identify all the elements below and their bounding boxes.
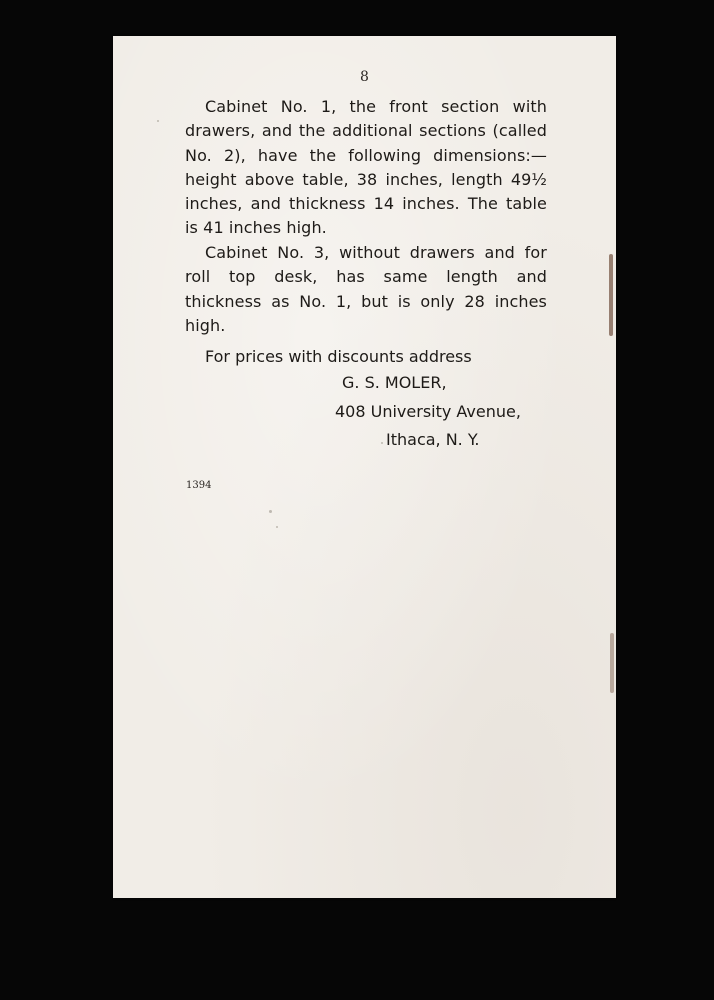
address-street: 408 University Avenue, (335, 402, 521, 421)
address-intro: For prices with discounts address (205, 347, 472, 366)
body-paragraph: Cabinet No. 1, the front section with drawers, and the additional sections (called No. 2), have the following dimensions:—height above table, 38 inches, length 49½ inches, and thickness 14 inches. The table is 41 inches high. (185, 97, 547, 238)
paper-speck (381, 442, 383, 444)
binding-mark (609, 254, 613, 336)
address-city: Ithaca, N. Y. (386, 430, 480, 449)
binding-mark (610, 633, 614, 693)
print-code: 1394 (186, 480, 212, 491)
page-number: 8 (360, 69, 369, 85)
address-name: G. S. MOLER, (342, 373, 447, 392)
paper-speck (269, 510, 272, 513)
paper-speck (276, 526, 278, 528)
body-paragraph: Cabinet No. 3, without drawers and for roll top desk, has same length and thickness as No. 1, but is only 28 inches high. (185, 243, 547, 335)
document-page (113, 36, 616, 898)
paper-speck (157, 120, 159, 122)
